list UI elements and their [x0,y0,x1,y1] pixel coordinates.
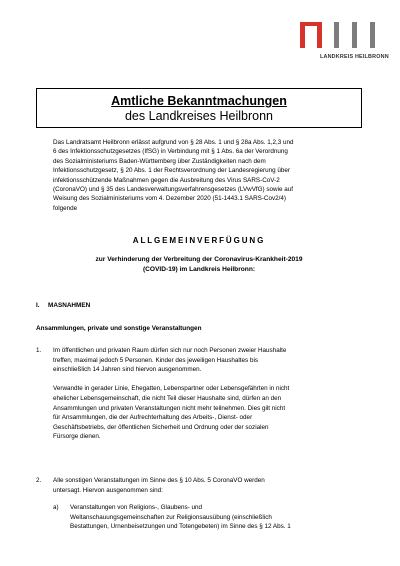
section-heading [36,302,362,309]
list-marker: 1. [36,347,42,354]
page-title: Amtliche Bekanntmachungen [111,94,287,108]
district-logo [300,20,389,66]
item-line: Fürsorge dienen. [53,433,101,441]
item-line: untersagt. Hiervon ausgenommen sind: [53,486,163,494]
intro-line: infektionsschützende Maßnahmen gegen die Ausbreitung des Virus SARS-CoV-2 [53,176,280,184]
list-item-text [53,476,362,495]
logo-text: LANDKREIS HEILBRONN [320,54,389,60]
item-line: treffen, maximal jedoch 5 Personen. Kinder des jeweiligen Haushaltes bis [53,356,258,364]
title-box [36,88,362,128]
item-line: Bestattungen, Urnenbeisetzungen und Totengebeten) im Sinne des § 12 Abs. 1 [70,523,291,531]
item-line: Im öffentlichen und privaten Raum dürfen sich nur noch Personen zweier Haushalte [53,347,287,354]
intro-line: Weisung des Sozialministeriums vom 4. Dezember 2020 (51-1443.1 SARS-Cov2/4) [53,195,286,203]
item-line: Geschäftsbetriebs, der öffentlichen Sicherheit und Ordnung oder der sozialen [53,423,269,431]
intro-line: Das Landratsamt Heilbronn erlässt aufgrund von § 28 Abs. 1 und § 28a Abs. 1,2,3 und [53,139,294,146]
item-line: Alle sonstigen Veranstaltungen im Sinne des § 10 Abs. 5 CoronaVO werden [53,477,265,484]
decree-subheading [36,255,362,275]
section-title: MASNAHMEN [48,302,91,309]
list-marker: a) [53,504,59,511]
logo-bar-gray-3 [370,22,375,48]
item-line: Veranstaltungen von Religions-, Glaubens- und [70,504,202,511]
logo-bar-gray-2 [352,22,357,48]
intro-line: Infektionsschutzgesetz, § 20 Abs. 1 der Rechtsverordnung der Landesregierung über [53,167,290,175]
item-line: Verwandte in gerader Linie, Ehegatten, Lebenspartner oder Lebensgefährten in nicht [53,385,290,393]
item-line: einschließlich 14 Jahren sind hiervon ausgenommen. [53,366,202,374]
decree-heading: ALLGEMEINVERFÜGUNG [132,236,266,245]
intro-paragraph [53,138,353,213]
list-item-text [53,346,362,442]
item-line: Weltanschauungsgemeinschaften zur Religionsausübung (einschließlich [70,513,272,521]
logo-bar-red-mid [317,22,322,48]
item-line: Ansammlungen und privaten Veranstaltungen nicht mehr teilnehmen. Dies gilt nicht [53,404,286,412]
intro-line: des Sozialministeriums Baden-Württemberg über Zuständigkeiten nach dem [53,157,266,165]
intro-line: folgende [53,204,78,212]
item-line: ehelicher Lebensgemeinschaft, die nicht Teil dieser Haushalte sind, dürfen an den [53,394,282,402]
section-number: I. [36,302,40,309]
list-marker: 2. [36,477,42,484]
page-subtitle: des Landkreises Heilbronn [124,109,273,123]
intro-line: 6 des Infektionsschutzgesetzes (IfSG) in Verbindung mit § 1 Abs. 6a der Verordnung [53,148,288,156]
subsection-heading: Ansammlungen, private und sonstige Veranstaltungen [36,325,202,332]
subheading-line: (COVID-19) im Landkreis Heilbronn: [142,266,256,273]
logo-mark-icon [300,20,384,50]
item-line: für Ansammlungen, die der Aufrechterhaltung des Arbeits-, Dienst- oder [53,414,253,422]
list-item-text [70,503,362,532]
intro-line: (CoronaVO) und § 35 des Landesverwaltungsverfahrensgesetzes (LVwVfG) sowie auf [53,186,293,194]
logo-bar-gray-1 [334,22,339,48]
subheading-line: zur Verhinderung der Verbreitung der Coronavirus-Krankheit-2019 [95,256,303,263]
